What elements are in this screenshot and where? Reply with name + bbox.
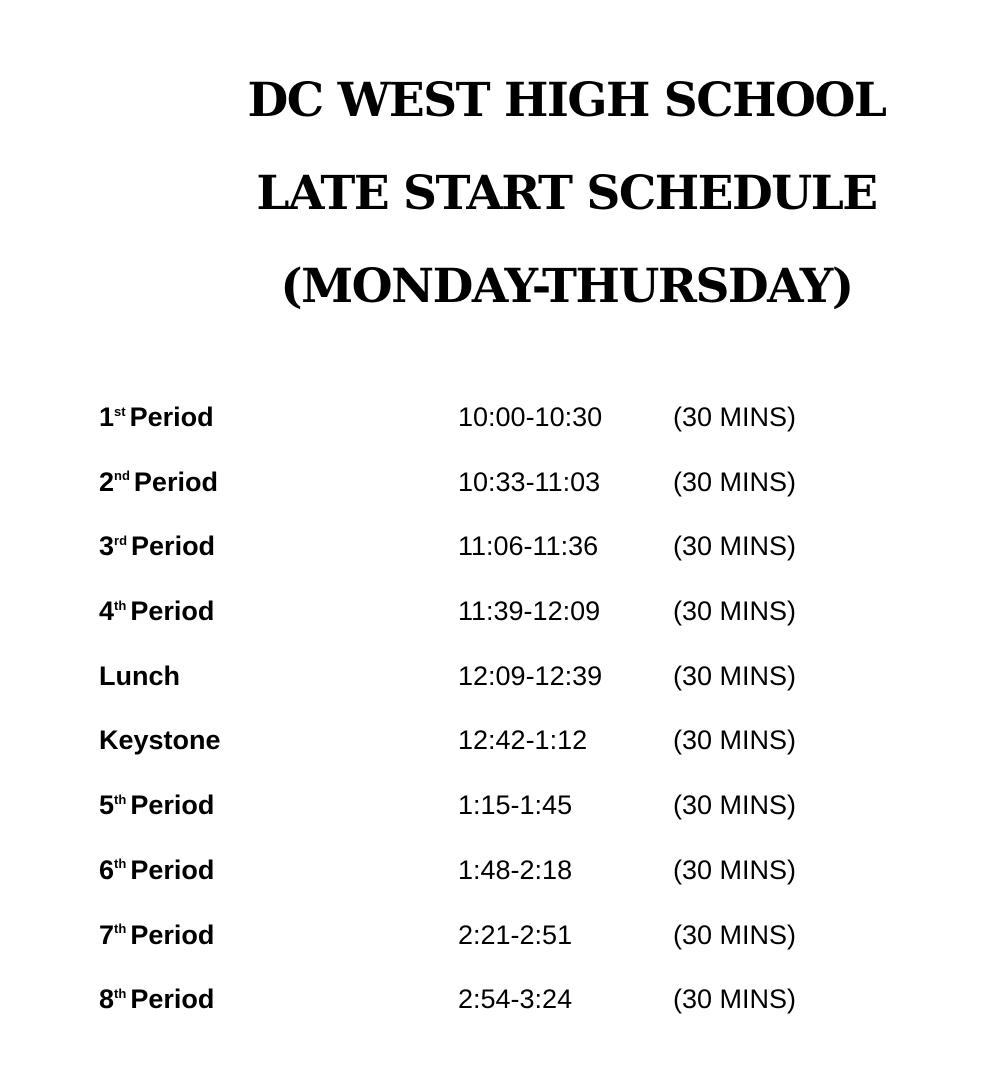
period-name: Period bbox=[131, 531, 216, 562]
period-label bbox=[99, 725, 221, 756]
period-duration: (30 MINS) bbox=[673, 984, 797, 1015]
period-label bbox=[99, 402, 214, 433]
period-time: 10:00-10:30 bbox=[458, 402, 603, 432]
page-title bbox=[200, 54, 933, 333]
period-duration: (30 MINS) bbox=[673, 725, 797, 756]
period-duration: (30 MINS) bbox=[673, 466, 797, 497]
ordinal-suffix: th bbox=[114, 985, 127, 1001]
period-duration: (30 MINS) bbox=[673, 660, 797, 691]
period-time: 12:09-12:39 bbox=[458, 660, 603, 691]
period-name: Lunch bbox=[99, 660, 180, 691]
period-number: 1 bbox=[99, 402, 115, 432]
period-label bbox=[99, 790, 214, 821]
period-label bbox=[99, 596, 214, 627]
period-name: Period bbox=[129, 402, 214, 432]
period-duration: (30 MINS) bbox=[673, 919, 797, 950]
ordinal-suffix: nd bbox=[114, 468, 130, 484]
schedule-row bbox=[99, 717, 919, 782]
period-time: 1:48-2:18 bbox=[458, 854, 573, 885]
period-name: Period bbox=[133, 466, 218, 497]
ordinal-suffix: rd bbox=[114, 532, 128, 548]
period-time: 10:33-11:03 bbox=[458, 466, 601, 497]
period-number: 3 bbox=[99, 531, 115, 562]
period-number: 7 bbox=[99, 919, 115, 950]
period-label bbox=[99, 855, 214, 886]
period-label bbox=[99, 920, 214, 951]
period-name: Period bbox=[130, 596, 215, 627]
schedule-row bbox=[99, 459, 919, 524]
period-number: 2 bbox=[99, 466, 115, 497]
period-number: 8 bbox=[99, 984, 115, 1015]
period-duration: (30 MINS) bbox=[673, 531, 797, 562]
period-duration: (30 MINS) bbox=[673, 402, 797, 432]
schedule-row bbox=[99, 976, 919, 1041]
ordinal-suffix: th bbox=[114, 921, 127, 937]
schedule-row bbox=[99, 912, 919, 977]
period-name: Period bbox=[130, 790, 215, 821]
period-number: 5 bbox=[99, 790, 115, 821]
period-name: Period bbox=[130, 919, 215, 950]
period-time: 2:21-2:51 bbox=[458, 919, 573, 950]
schedule-table bbox=[99, 394, 919, 1041]
period-name: Keystone bbox=[99, 725, 221, 756]
ordinal-suffix: th bbox=[114, 597, 127, 613]
schedule-row bbox=[99, 394, 919, 459]
period-time: 12:42-1:12 bbox=[458, 725, 588, 756]
schedule-row bbox=[99, 847, 919, 912]
period-time: 11:06-11:36 bbox=[458, 531, 599, 562]
schedule-row bbox=[99, 653, 919, 718]
period-name: Period bbox=[130, 984, 215, 1015]
period-label bbox=[99, 661, 180, 692]
period-label bbox=[99, 984, 214, 1015]
ordinal-suffix: st bbox=[114, 403, 126, 419]
title-schedule-name: LATE START SCHEDULE bbox=[256, 166, 877, 221]
period-label bbox=[99, 531, 215, 562]
ordinal-suffix: th bbox=[114, 791, 127, 807]
period-duration: (30 MINS) bbox=[673, 854, 797, 885]
title-days: (MONDAY-THURSDAY) bbox=[280, 259, 853, 314]
period-time: 2:54-3:24 bbox=[458, 984, 573, 1015]
period-duration: (30 MINS) bbox=[673, 790, 797, 821]
period-name: Period bbox=[130, 854, 215, 885]
period-time: 11:39-12:09 bbox=[458, 596, 601, 627]
period-number: 6 bbox=[99, 854, 115, 885]
period-number: 4 bbox=[99, 596, 115, 627]
schedule-row bbox=[99, 588, 919, 653]
schedule-row bbox=[99, 523, 919, 588]
period-label bbox=[99, 467, 218, 498]
ordinal-suffix: th bbox=[114, 856, 127, 872]
period-duration: (30 MINS) bbox=[673, 596, 797, 627]
title-school-name: DC WEST HIGH SCHOOL bbox=[247, 73, 886, 128]
schedule-row bbox=[99, 782, 919, 847]
period-time: 1:15-1:45 bbox=[458, 790, 573, 821]
